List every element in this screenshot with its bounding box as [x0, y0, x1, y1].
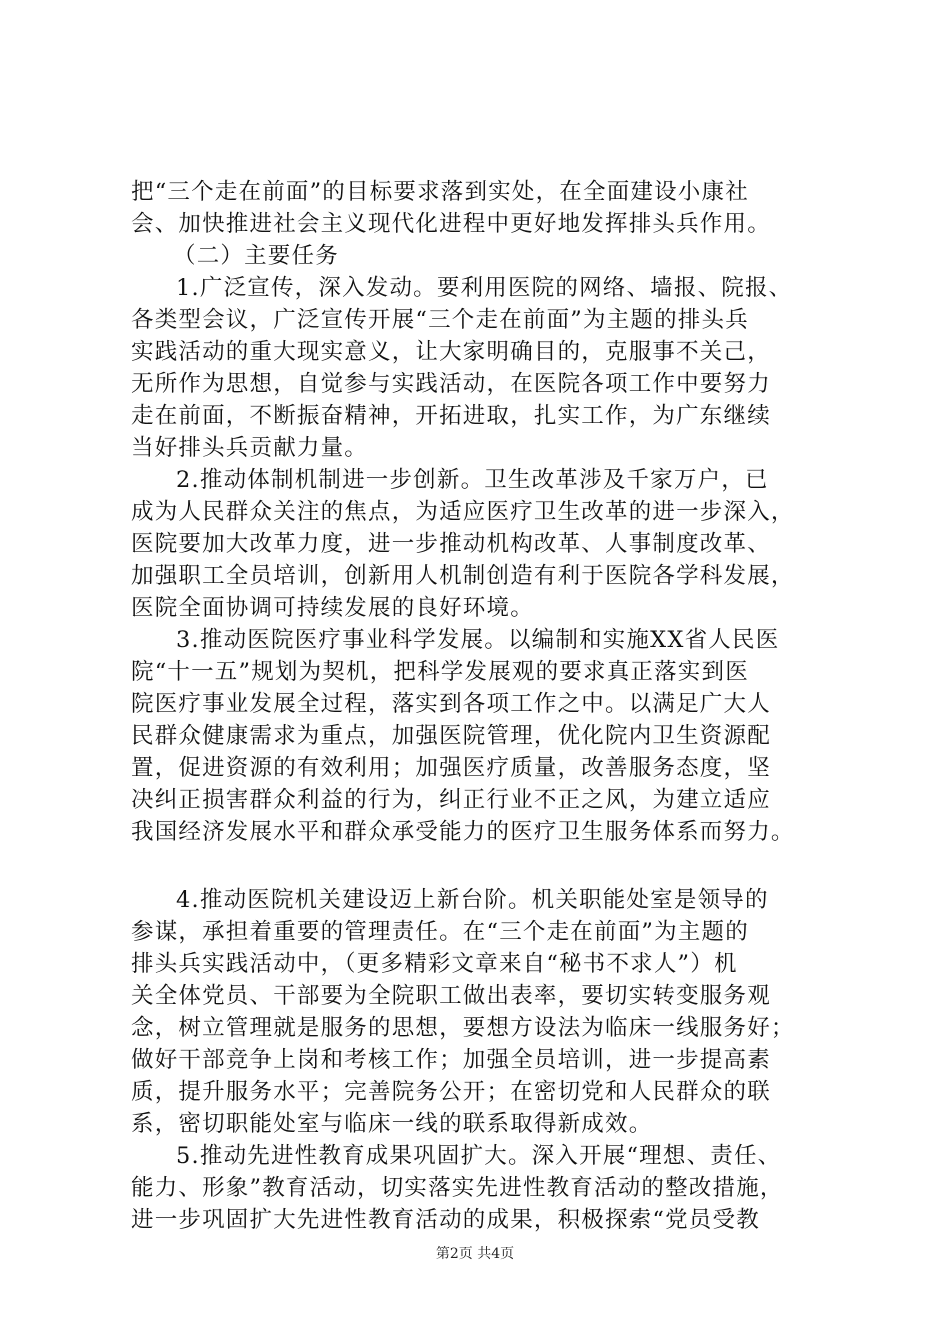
body-line: 做好干部竞争上岗和考核工作；加强全员培训，进一步提高素	[131, 1047, 771, 1073]
page-footer	[0, 1244, 950, 1264]
body-line: 我国经济发展水平和群众承受能力的医疗卫生服务体系而努力。	[131, 819, 795, 845]
body-line: 当好排头兵贡献力量。	[131, 435, 369, 461]
body-line: 医院全面协调可持续发展的良好环境。	[131, 595, 534, 621]
body-line: 院“十一五”规划为契机，把科学发展观的要求真正落实到医	[131, 659, 749, 685]
body-line: 无所作为思想，自觉参与实践活动，在医院各项工作中要努力	[131, 371, 771, 397]
body-line: 把“三个走在前面”的目标要求落到实处，在全面建设小康社	[131, 179, 749, 205]
body-line: 质，提升服务水平；完善院务公开；在密切党和人民群众的联	[131, 1079, 771, 1105]
body-line: 置，促进资源的有效利用；加强医疗质量，改善服务态度，坚	[131, 755, 771, 781]
list-item-5-start: 5.推动先进性教育成果巩固扩大。深入开展“理想、责任、	[176, 1143, 782, 1169]
body-line: 成为人民群众关注的焦点，为适应医疗卫生改革的进一步深入，	[131, 499, 795, 525]
document-body	[131, 176, 843, 1236]
list-item-3-start: 3.推动医院医疗事业科学发展。以编制和实施XX省人民医	[176, 627, 780, 653]
body-line: 医院要加大改革力度，进一步推动机构改革、人事制度改革、	[131, 531, 771, 557]
page-indicator: 第2页 共4页	[435, 1246, 515, 1262]
body-line: 参谋，承担着重要的管理责任。在“三个走在前面”为主题的	[131, 919, 749, 945]
list-item-2-start: 2.推动体制机制进一步创新。卫生改革涉及千家万户，已	[176, 467, 769, 493]
list-item-4-start: 4.推动医院机关建设迈上新台阶。机关职能处室是领导的	[176, 887, 769, 913]
body-line: 加强职工全员培训，创新用人机制创造有利于医院各学科发展，	[131, 563, 795, 589]
body-line: 走在前面，不断振奋精神，开拓进取，扎实工作，为广东继续	[131, 403, 771, 429]
body-line: 系，密切职能处室与临床一线的联系取得新成效。	[131, 1111, 653, 1137]
body-line: 关全体党员、干部要为全院职工做出表率，要切实转变服务观	[131, 983, 771, 1009]
body-line: 民群众健康需求为重点，加强医院管理，优化院内卫生资源配	[131, 723, 771, 749]
body-line: 念，树立管理就是服务的思想，要想方设法为临床一线服务好；	[131, 1015, 795, 1041]
list-item-1-start: 1.广泛宣传，深入发动。要利用医院的网络、墙报、院报、	[176, 275, 793, 301]
body-line: 排头兵实践活动中，（更多精彩文章来自“秘书不求人”）机	[131, 951, 738, 977]
section-heading: （二）主要任务	[173, 243, 339, 269]
body-line: 能力、形象”教育活动，切实落实先进性教育活动的整改措施，	[131, 1175, 784, 1201]
body-line: 院医疗事业发展全过程，落实到各项工作之中。以满足广大人	[131, 691, 771, 717]
body-line: 实践活动的重大现实意义，让大家明确目的，克服事不关己，	[131, 339, 771, 365]
body-line: 决纠正损害群众利益的行为，纠正行业不正之风，为建立适应	[131, 787, 771, 813]
body-line: 会、加快推进社会主义现代化进程中更好地发挥排头兵作用。	[131, 211, 771, 237]
paragraph-gap	[131, 848, 843, 884]
body-line: 各类型会议，广泛宣传开展“三个走在前面”为主题的排头兵	[131, 307, 749, 333]
body-line: 进一步巩固扩大先进性教育活动的成果，积极探索“党员受教	[131, 1207, 760, 1233]
